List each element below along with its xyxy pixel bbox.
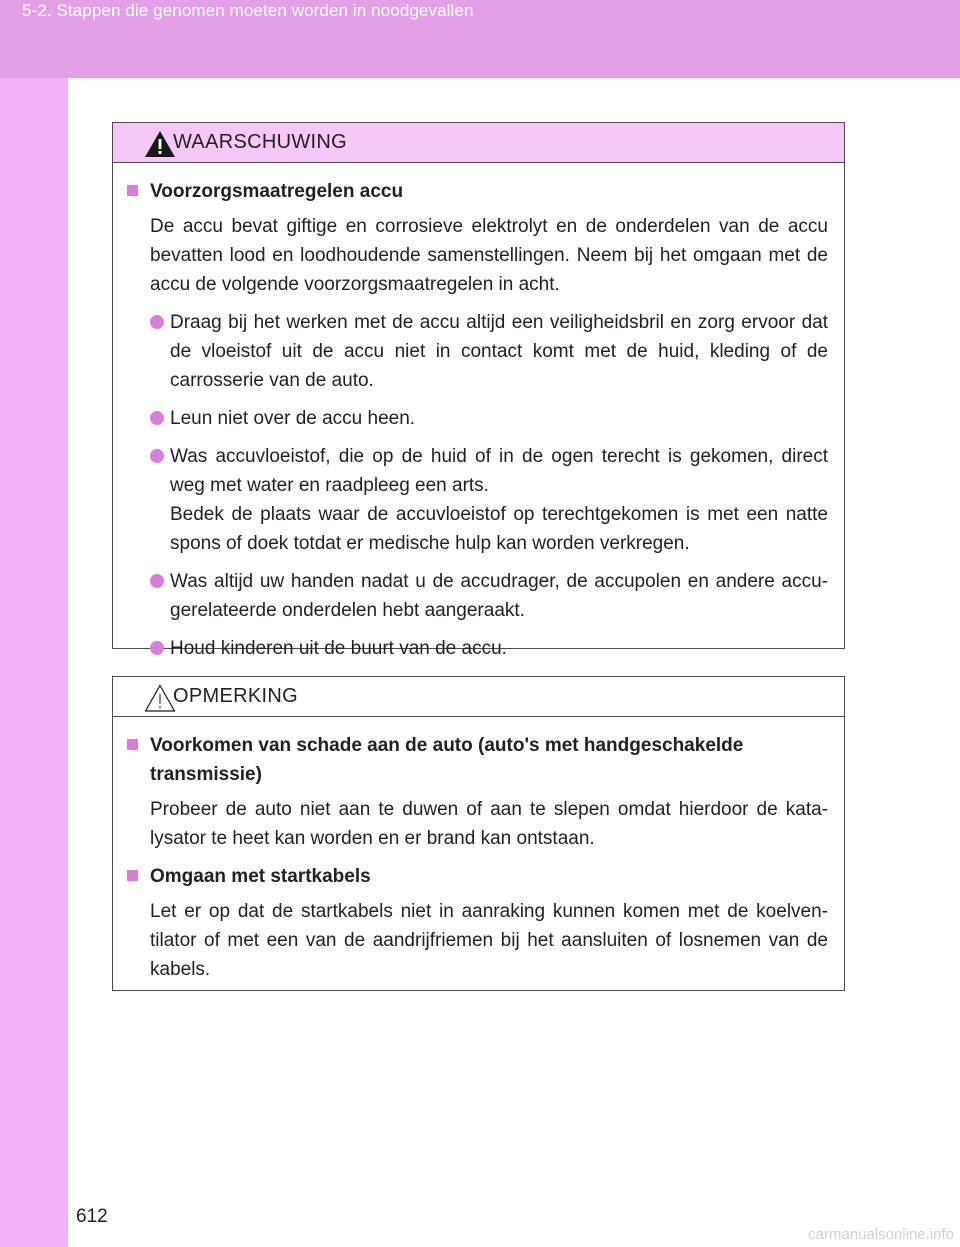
circle-bullet-icon — [150, 411, 164, 425]
warning-bullet — [127, 442, 828, 558]
circle-bullet-icon — [150, 315, 164, 329]
warning-bullet-text: Houd kinderen uit de buurt van de accu. — [170, 638, 507, 659]
warning-triangle-icon — [143, 129, 177, 159]
notice-title: OPMERKING — [173, 685, 298, 707]
section-header: 5-2. Stappen die genomen moeten worden in noodgevallen — [22, 1, 474, 20]
circle-bullet-icon — [150, 449, 164, 463]
square-bullet-icon — [127, 870, 138, 881]
header-band — [0, 0, 960, 78]
warning-bullet — [127, 634, 828, 663]
notice-item-title — [127, 862, 828, 891]
notice-box-header — [113, 677, 844, 717]
caution-outline-triangle-icon — [143, 683, 177, 713]
notice-item-title-text: Omgaan met startkabels — [150, 866, 371, 887]
warning-section-title — [127, 177, 828, 206]
notice-body — [113, 717, 844, 984]
square-bullet-icon — [127, 739, 138, 750]
warning-section-title-text: Voorzorgsmaatregelen accu — [150, 181, 404, 202]
side-band — [0, 78, 68, 1247]
warning-box-header — [113, 123, 844, 163]
warning-bullet — [127, 404, 828, 433]
warning-box — [112, 122, 845, 659]
notice-item-text: Let er op dat de startkabels niet in aanraking kunnen komen met de koelven-tilator of met een van de aandrijfriemen bij het aansluiten of losnemen van de kabels. — [150, 901, 828, 980]
warning-bullet — [127, 308, 828, 395]
warning-bullet — [127, 567, 828, 625]
warning-body — [113, 163, 844, 663]
notice-box — [112, 676, 845, 991]
page-number: 612 — [76, 1206, 108, 1227]
warning-bullet-text: Was accuvloeistof, die op de huid of in de ogen terecht is gekomen, direct weg met water en raadpleeg een arts. — [170, 446, 828, 496]
warning-title: WAARSCHUWING — [173, 131, 347, 153]
warning-intro: De accu bevat giftige en corrosieve elektrolyt en de onderdelen van de accu bevatten lood en loodhoudende samenstellingen. Neem bij het omgaan met de accu de volgende voorzorgsmaatregelen in acht. — [150, 216, 828, 295]
watermark: carmanualsonline.info — [808, 1226, 954, 1243]
circle-bullet-icon — [150, 574, 164, 588]
warning-bullet-text: Draag bij het werken met de accu altijd een veiligheidsbril en zorg ervoor dat de vloeistof uit de accu niet in contact komt met de huid, kleding of de carrosserie van de auto. — [170, 312, 828, 391]
square-bullet-icon — [127, 185, 138, 196]
warning-bullet-text: Was altijd uw handen nadat u de accudrager, de accupolen en andere accu-gerelateerde onderdelen hebt aangeraakt. — [170, 571, 828, 621]
circle-bullet-icon — [150, 641, 164, 655]
notice-item-title — [127, 731, 828, 789]
notice-item-title-text: Voorkomen van schade aan de auto (auto's met handgeschakelde transmissie) — [150, 735, 744, 785]
warning-bullet-text: Leun niet over de accu heen. — [170, 408, 416, 429]
warning-bullet-text-continued: Bedek de plaats waar de accuvloeistof op terechtgekomen is met een natte spons of doek totdat er medische hulp kan worden verkregen. — [170, 504, 828, 554]
notice-item-text: Probeer de auto niet aan te duwen of aan te slepen omdat hierdoor de kata-lysator te heet kan worden en er brand kan ontstaan. — [150, 799, 828, 849]
